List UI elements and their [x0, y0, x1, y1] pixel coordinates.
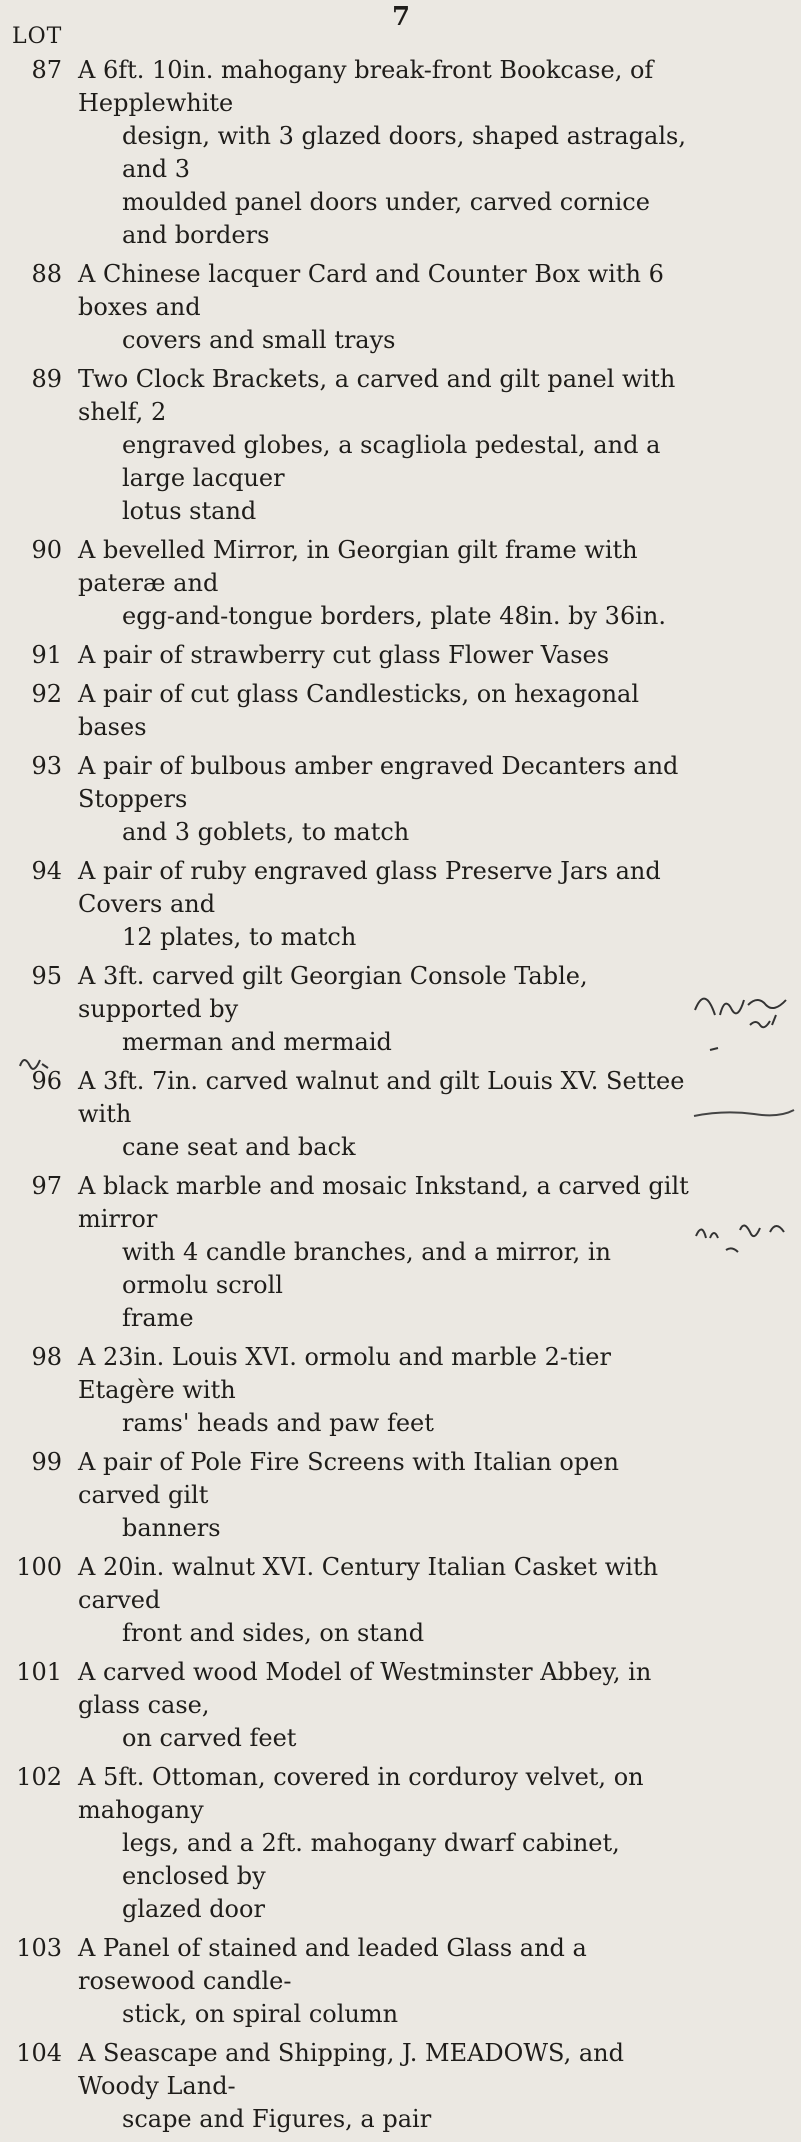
description-line: A Panel of stained and leaded Glass and a rosewood candle-	[78, 1934, 587, 1995]
lot-description	[78, 1932, 698, 2031]
lot-entry	[0, 1065, 801, 1164]
description-line: and 3 goblets, to match	[122, 818, 410, 846]
description-line: A 3ft. carved gilt Georgian Console Table, supported by	[78, 962, 588, 1023]
lot-number: 102	[16, 1763, 62, 1791]
lot-description	[78, 363, 698, 528]
pencil-annotation-101	[16, 1048, 56, 1078]
description-line: stick, on spiral column	[122, 2000, 399, 2028]
lot-number: 95	[31, 962, 62, 990]
description-line: engraved globes, a scagliola pedestal, and a large lacquer	[122, 431, 661, 492]
lot-description	[78, 1341, 698, 1440]
lot-entry	[0, 960, 801, 1059]
lot-description	[78, 54, 698, 252]
lot-description	[78, 258, 698, 357]
lot-number: 97	[31, 1172, 62, 1200]
lot-number: 98	[31, 1343, 62, 1371]
lot-entry	[0, 1341, 801, 1440]
lot-number: 90	[31, 536, 62, 564]
lot-number: 89	[31, 365, 62, 393]
lot-entry	[0, 363, 801, 528]
lot-description	[78, 678, 698, 744]
description-line: frame	[122, 1304, 194, 1332]
lot-number: 104	[16, 2039, 62, 2067]
lot-description	[78, 1761, 698, 1926]
description-line: lotus stand	[122, 497, 257, 525]
lot-list	[0, 54, 801, 2142]
description-line: moulded panel doors under, carved cornice and borders	[122, 188, 650, 249]
description-line: with 4 candle branches, and a mirror, in ormolu scroll	[122, 1238, 611, 1299]
page-number: 7	[392, 2, 411, 32]
description-line: A 23in. Louis XVI. ormolu and marble 2-tier Etagère with	[78, 1343, 611, 1404]
lot-number: 87	[31, 56, 62, 84]
pencil-annotation-104	[690, 1210, 800, 1260]
lot-description	[78, 960, 698, 1059]
lot-number: 103	[16, 1934, 62, 1962]
description-line: A black marble and mosaic Inkstand, a carved gilt mirror	[78, 1172, 689, 1233]
lot-number: 91	[31, 641, 62, 669]
lot-entry	[0, 1656, 801, 1755]
description-line: A pair of cut glass Candlesticks, on hexagonal bases	[78, 680, 640, 741]
description-line: A Seascape and Shipping, J. MEADOWS, and Woody Land-	[78, 2039, 624, 2100]
lot-entry	[0, 258, 801, 357]
lot-entry	[0, 639, 801, 672]
description-line: A 20in. walnut XVI. Century Italian Casket with carved	[78, 1553, 659, 1614]
description-line: A 3ft. 7in. carved walnut and gilt Louis XV. Settee with	[78, 1067, 685, 1128]
lot-number: 88	[31, 260, 62, 288]
description-line: A carved wood Model of Westminster Abbey, in glass case,	[78, 1658, 652, 1719]
description-line: A 6ft. 10in. mahogany break-front Bookcase, of Hepplewhite	[78, 56, 654, 117]
description-line: banners	[122, 1514, 221, 1542]
lot-entry	[0, 54, 801, 252]
lot-description	[78, 639, 698, 672]
description-line: A pair of bulbous amber engraved Decanters and Stoppers	[78, 752, 679, 813]
lot-entry	[0, 1551, 801, 1650]
description-line: on carved feet	[122, 1724, 297, 1752]
description-line: covers and small trays	[122, 326, 396, 354]
lot-entry	[0, 678, 801, 744]
description-line: rams' heads and paw feet	[122, 1409, 434, 1437]
description-line: 12 plates, to match	[122, 923, 357, 951]
description-line: A bevelled Mirror, in Georgian gilt frame with pateræ and	[78, 536, 638, 597]
lot-number: 100	[16, 1553, 62, 1581]
lot-description	[78, 1551, 698, 1650]
lot-description	[78, 1656, 698, 1755]
lot-entry	[0, 1170, 801, 1335]
description-line: A pair of strawberry cut glass Flower Vases	[78, 641, 610, 669]
lot-description	[78, 1170, 698, 1335]
description-line: A pair of Pole Fire Screens with Italian open carved gilt	[78, 1448, 619, 1509]
lot-number: 92	[31, 680, 62, 708]
lot-entry	[0, 1761, 801, 1926]
description-line: A 5ft. Ottoman, covered in corduroy velvet, on mahogany	[78, 1763, 644, 1824]
lot-entry	[0, 534, 801, 633]
lot-number: 101	[16, 1658, 62, 1686]
lot-entry	[0, 2037, 801, 2136]
description-line: merman and mermaid	[122, 1028, 392, 1056]
description-line: Two Clock Brackets, a carved and gilt panel with shelf, 2	[78, 365, 676, 426]
lot-description	[78, 750, 698, 849]
description-line: egg-and-tongue borders, plate 48in. by 36in.	[122, 602, 666, 630]
lot-description	[78, 855, 698, 954]
description-line: design, with 3 glazed doors, shaped astragals, and 3	[122, 122, 686, 183]
lot-entry	[0, 1446, 801, 1545]
lot-number: 96	[31, 1067, 62, 1095]
lot-description	[78, 534, 698, 633]
lot-number: 93	[31, 752, 62, 780]
description-line: A pair of ruby engraved glass Preserve Jars and Covers and	[78, 857, 661, 918]
description-line: scape and Figures, a pair	[122, 2105, 432, 2133]
lot-description	[78, 1065, 698, 1164]
lot-description	[78, 1446, 698, 1545]
lot-number: 94	[31, 857, 62, 885]
lot-column-header: LOT	[12, 24, 63, 49]
lot-entry	[0, 1932, 801, 2031]
description-line: glazed door	[122, 1895, 265, 1923]
description-line: front and sides, on stand	[122, 1619, 425, 1647]
lot-description	[78, 2037, 698, 2136]
pencil-annotation-102	[690, 1100, 800, 1130]
lot-number: 99	[31, 1448, 62, 1476]
lot-entry	[0, 750, 801, 849]
description-line: cane seat and back	[122, 1133, 356, 1161]
description-line: A Chinese lacquer Card and Counter Box with 6 boxes and	[78, 260, 664, 321]
pencil-annotation-100	[690, 980, 800, 1070]
description-line: legs, and a 2ft. mahogany dwarf cabinet, enclosed by	[122, 1829, 620, 1890]
lot-entry	[0, 855, 801, 954]
